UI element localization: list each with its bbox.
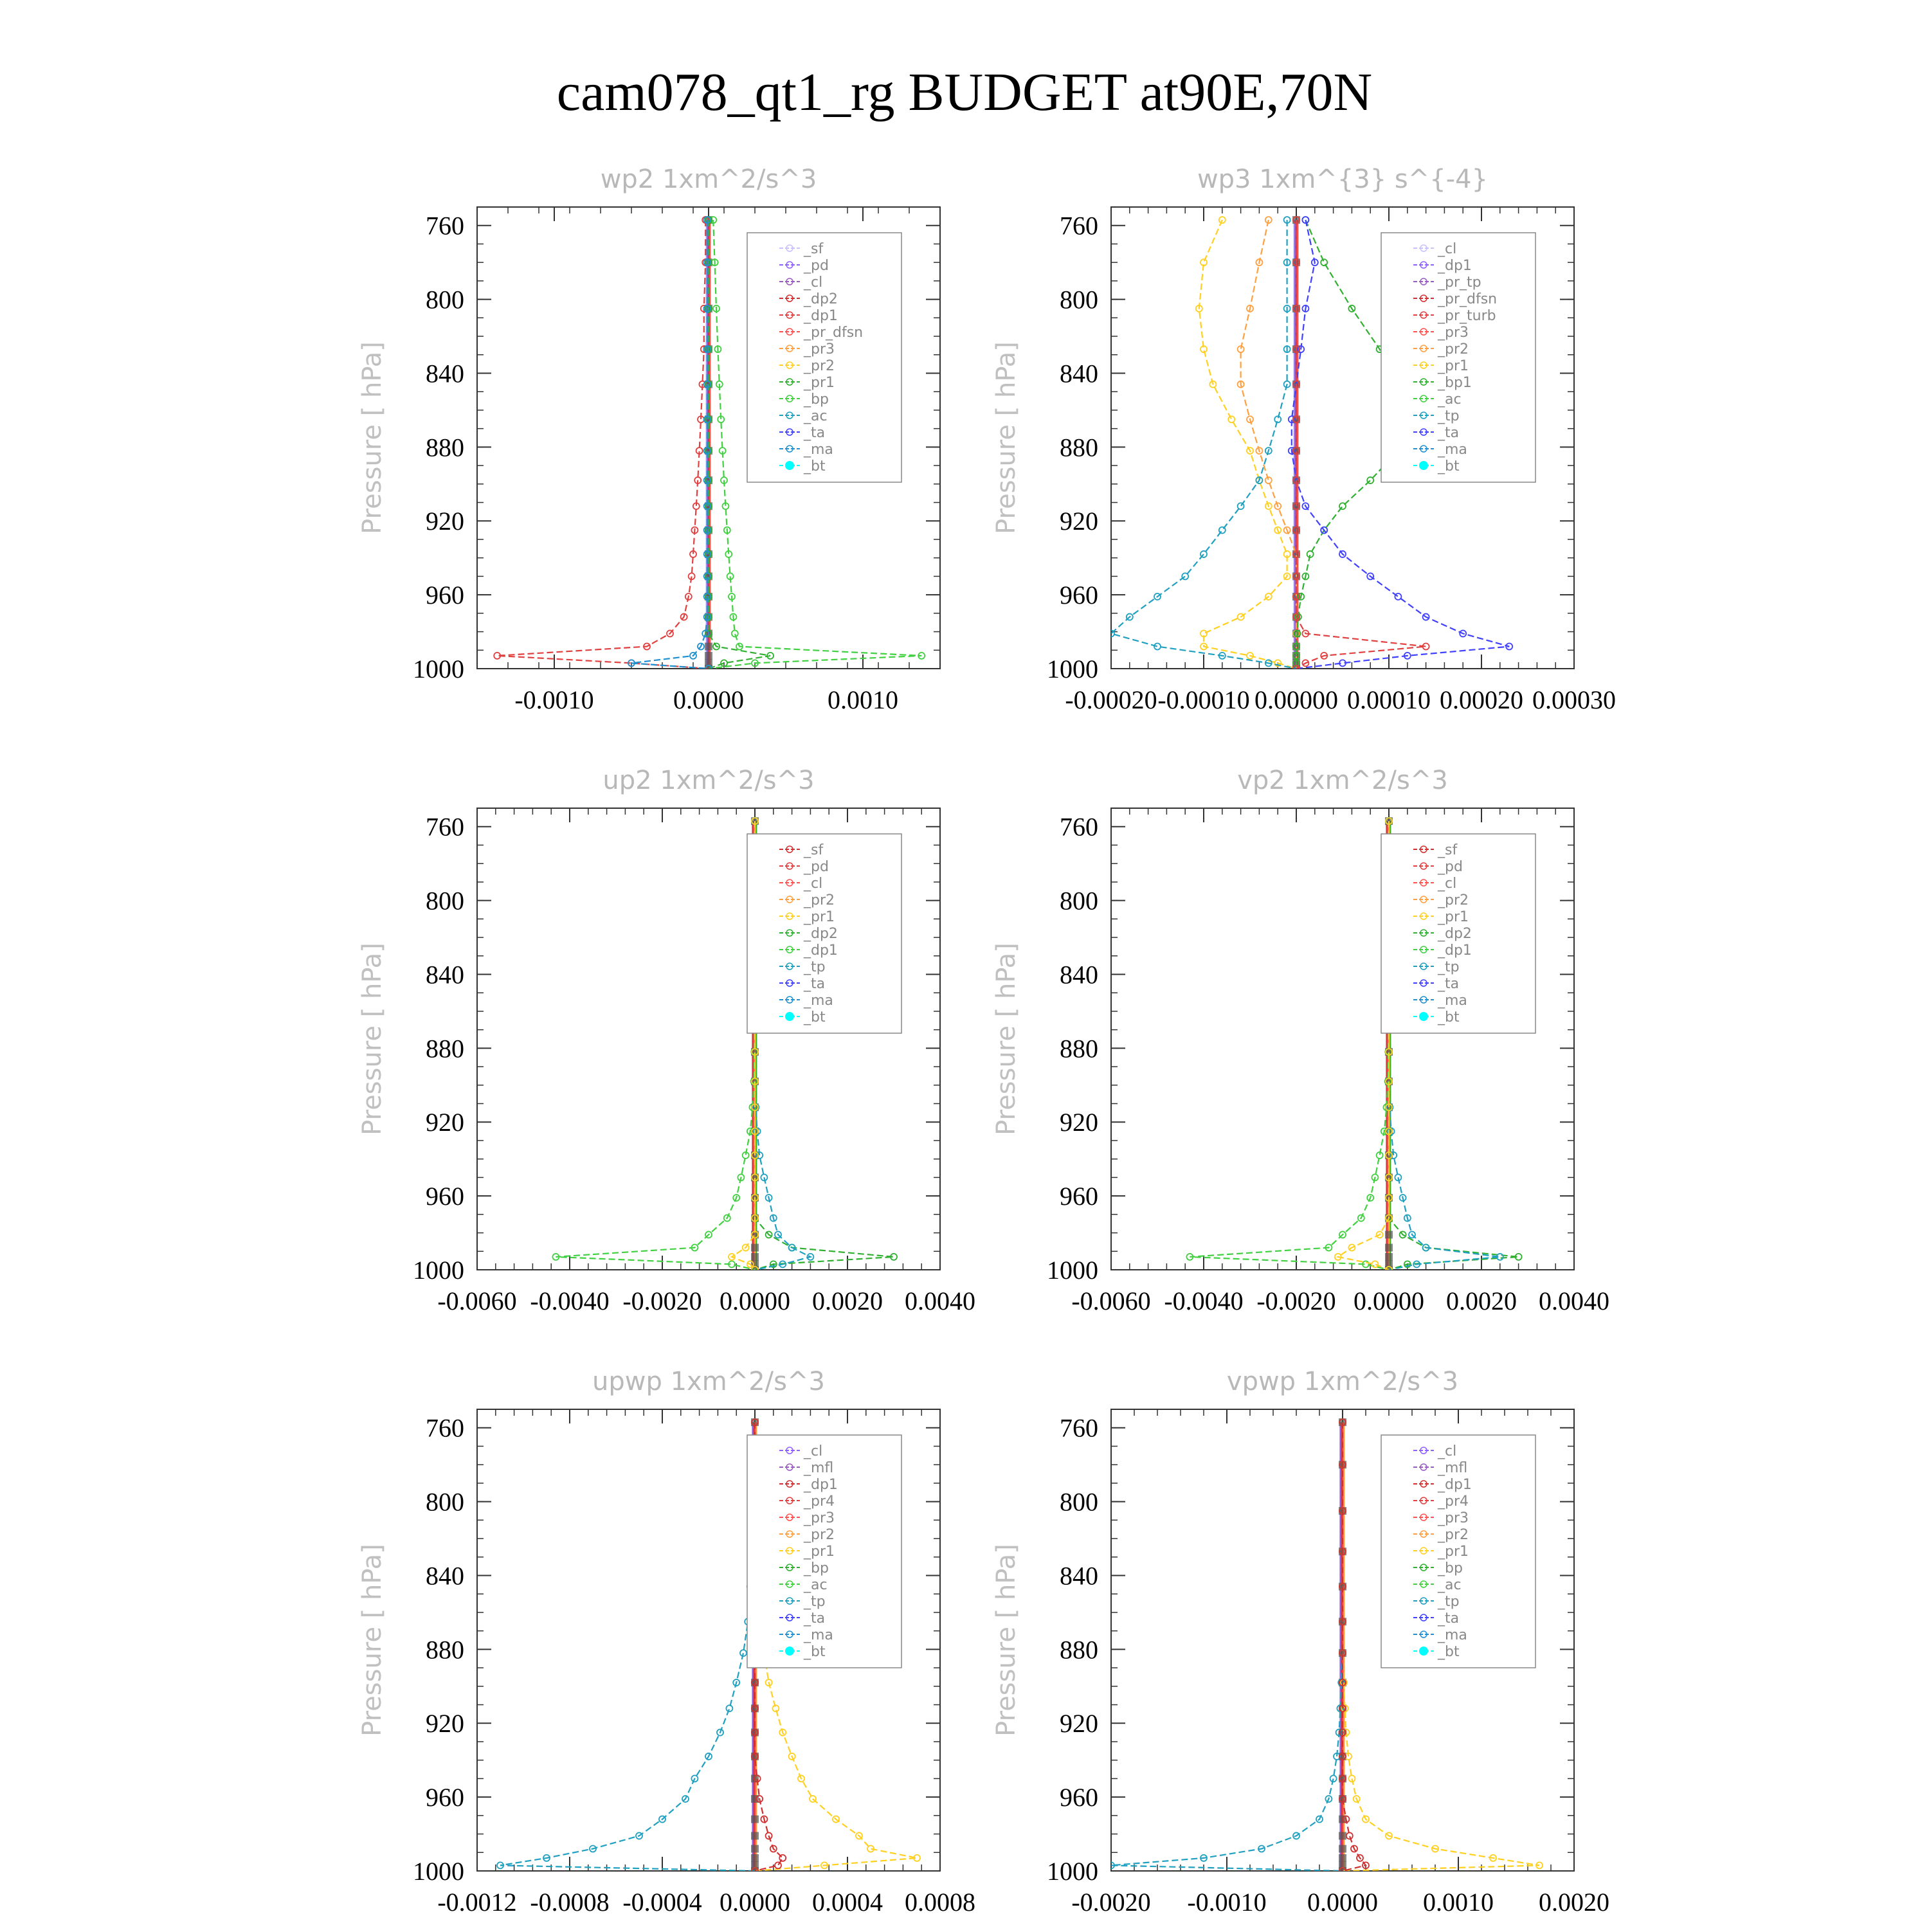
- legend-label: _bt: [1438, 1644, 1460, 1660]
- y-tick-label: 800: [1060, 886, 1098, 916]
- legend-label: _ma: [1438, 442, 1467, 458]
- x-tick-label: 0.00020: [1440, 685, 1523, 714]
- legend-label: _tp: [1438, 408, 1460, 424]
- data-point: [1321, 259, 1327, 266]
- y-tick-label: 1000: [1047, 1256, 1098, 1285]
- series-line-ma: [631, 220, 709, 669]
- zero-marker: [1339, 1845, 1346, 1853]
- legend-label: _pr2: [1438, 1527, 1469, 1543]
- y-axis-label: Pressure [ hPa]: [992, 943, 1021, 1135]
- legend-label: _bt: [804, 458, 826, 474]
- x-tick-label: 0.0008: [905, 1888, 975, 1917]
- y-tick-label: 840: [426, 359, 464, 388]
- panel-title: vpwp 1xm^2/s^3: [1226, 1367, 1459, 1396]
- legend-label: _pr2: [804, 358, 835, 374]
- legend-label: _pr3: [804, 341, 835, 357]
- y-tick-label: 920: [1060, 1709, 1098, 1738]
- data-point: [1182, 573, 1188, 579]
- legend-label: _ac: [1438, 392, 1462, 408]
- legend-label: _pr3: [804, 1510, 835, 1526]
- x-tick-label: -0.00010: [1157, 685, 1250, 714]
- x-tick-label: 0.0020: [812, 1286, 883, 1315]
- series-line-dp1: [1343, 1422, 1366, 1871]
- figure-title: cam078_qt1_rg BUDGET at90E,70N: [556, 62, 1373, 122]
- legend-label: _tp: [1438, 959, 1460, 975]
- legend-label: _pr_tp: [1438, 275, 1481, 291]
- legend-label: _bt: [1438, 1009, 1460, 1025]
- y-tick-label: 920: [1060, 507, 1098, 536]
- legend-label: _sf: [804, 842, 824, 858]
- y-tick-label: 960: [426, 581, 464, 610]
- y-tick-label: 880: [1060, 1034, 1098, 1063]
- y-tick-label: 760: [1060, 211, 1098, 240]
- y-tick-label: 880: [1060, 1635, 1098, 1665]
- legend-label: _ma: [804, 442, 833, 458]
- y-tick-label: 920: [426, 1108, 464, 1137]
- panel-title: up2 1xm^2/s^3: [602, 766, 815, 795]
- legend-label: _pr_dfsn: [804, 325, 864, 341]
- y-tick-label: 920: [426, 1709, 464, 1738]
- legend-label: _bp1: [1438, 375, 1472, 391]
- y-axis-label: Pressure [ hPa]: [992, 341, 1021, 534]
- legend-label: _ta: [804, 976, 826, 992]
- chart-panel-6: [992, 1367, 1609, 1917]
- zero-marker: [751, 1244, 759, 1252]
- legend-label: _dp1: [1438, 943, 1472, 959]
- x-tick-label: -0.0020: [1071, 1888, 1151, 1917]
- x-tick-label: -0.0010: [514, 685, 594, 714]
- x-tick-label: 0.0000: [1307, 1888, 1378, 1917]
- panel-title: wp2 1xm^2/s^3: [600, 165, 817, 194]
- legend-label: _ta: [1438, 425, 1460, 441]
- data-point: [1367, 477, 1373, 483]
- x-tick-label: -0.0004: [622, 1888, 702, 1917]
- x-tick-label: 0.0000: [720, 1888, 790, 1917]
- legend-label: _tp: [804, 1594, 826, 1610]
- data-point: [1238, 503, 1244, 509]
- chart-panel-3: [358, 766, 975, 1315]
- data-point: [779, 1855, 786, 1861]
- legend-label: _dp2: [1438, 926, 1472, 942]
- legend-label: _ma: [1438, 993, 1467, 1009]
- legend-label: _cl: [1438, 1443, 1457, 1459]
- y-tick-label: 880: [1060, 433, 1098, 462]
- y-tick-label: 960: [1060, 1182, 1098, 1211]
- x-tick-label: 0.0004: [812, 1888, 883, 1917]
- x-tick-label: 0.0000: [1354, 1286, 1424, 1315]
- y-axis-label: Pressure [ hPa]: [992, 1544, 1021, 1737]
- legend-label: _pr1: [1438, 909, 1469, 925]
- panel-title: wp3 1xm^{3} s^{-4}: [1197, 165, 1489, 194]
- zero-marker: [751, 1845, 759, 1853]
- x-tick-label: -0.0012: [437, 1888, 517, 1917]
- legend-label: _dp2: [804, 926, 838, 942]
- legend-label: _pd: [1438, 859, 1463, 875]
- y-tick-label: 800: [1060, 285, 1098, 314]
- legend-label: _mfl: [804, 1460, 834, 1476]
- legend-label: _cl: [804, 1443, 823, 1459]
- y-tick-label: 1000: [1047, 655, 1098, 683]
- y-tick-label: 880: [426, 1034, 464, 1063]
- legend-label: _pr1: [804, 909, 835, 925]
- x-tick-label: 0.0040: [1539, 1286, 1609, 1315]
- legend-label: _dp1: [1438, 1477, 1472, 1493]
- series-line-pr3: [1241, 220, 1296, 669]
- data-point: [1372, 1261, 1378, 1267]
- x-tick-label: 0.0000: [673, 685, 744, 714]
- legend-label: _dp2: [804, 291, 838, 307]
- legend-label: _ta: [1438, 976, 1460, 992]
- x-tick-label: -0.0020: [622, 1286, 702, 1315]
- zero-marker: [705, 643, 712, 651]
- y-tick-label: 760: [426, 812, 464, 842]
- x-tick-label: 0.00010: [1347, 685, 1431, 714]
- x-tick-label: -0.0020: [1256, 1286, 1336, 1315]
- y-tick-label: 840: [1060, 960, 1098, 989]
- data-point: [726, 1705, 732, 1711]
- legend-marker: [785, 1012, 794, 1021]
- x-tick-label: 0.0010: [828, 685, 898, 714]
- x-tick-label: 0.0000: [720, 1286, 790, 1315]
- legend-label: _tp: [1438, 1594, 1460, 1610]
- zero-marker: [751, 1832, 759, 1839]
- x-tick-label: -0.0040: [1164, 1286, 1244, 1315]
- y-tick-label: 960: [426, 1783, 464, 1812]
- y-tick-label: 840: [426, 1561, 464, 1591]
- legend-label: _pr2: [804, 1527, 835, 1543]
- x-tick-label: 0.0040: [905, 1286, 975, 1315]
- x-tick-label: 0.0020: [1446, 1286, 1517, 1315]
- legend-label: _pr3: [1438, 1510, 1469, 1526]
- y-tick-label: 960: [1060, 1783, 1098, 1812]
- y-tick-label: 800: [426, 285, 464, 314]
- legend-label: _ma: [1438, 1627, 1467, 1643]
- x-tick-label: 0.0010: [1423, 1888, 1494, 1917]
- y-tick-label: 760: [426, 211, 464, 240]
- y-tick-label: 760: [426, 1413, 464, 1443]
- legend-label: _ac: [804, 1577, 828, 1593]
- legend-label: _bt: [804, 1644, 826, 1660]
- y-tick-label: 1000: [413, 655, 464, 683]
- legend-label: _ac: [1438, 1577, 1462, 1593]
- legend-label: _cl: [804, 876, 823, 892]
- x-tick-label: 0.0020: [1539, 1888, 1609, 1917]
- chart-panel-2: [992, 165, 1616, 714]
- x-tick-label: -0.0060: [1071, 1286, 1151, 1315]
- legend-label: _sf: [804, 241, 824, 257]
- legend-label: _pr1: [1438, 358, 1469, 374]
- x-tick-label: -0.0060: [437, 1286, 517, 1315]
- y-tick-label: 840: [426, 960, 464, 989]
- series-line-dp1: [497, 220, 709, 669]
- zero-marker: [1339, 1832, 1346, 1839]
- legend-label: _pr1: [804, 375, 835, 391]
- legend-label: _sf: [1438, 842, 1458, 858]
- legend-marker: [1419, 1647, 1428, 1656]
- legend-label: _pr4: [1438, 1494, 1469, 1510]
- y-tick-label: 1000: [413, 1857, 464, 1886]
- legend-label: _bp: [804, 392, 829, 408]
- series-line-ac: [1111, 220, 1296, 669]
- legend-label: _pd: [804, 859, 829, 875]
- legend-label: _mfl: [1438, 1460, 1468, 1476]
- zero-marker: [705, 652, 712, 660]
- y-tick-label: 840: [1060, 359, 1098, 388]
- legend-label: _ta: [804, 1611, 826, 1627]
- y-tick-label: 1000: [1047, 1857, 1098, 1886]
- x-tick-label: 0.00000: [1254, 685, 1338, 714]
- x-tick-label: 0.00030: [1532, 685, 1616, 714]
- legend-label: _cl: [804, 275, 823, 291]
- legend-label: _ma: [804, 993, 833, 1009]
- x-tick-label: -0.0010: [1187, 1888, 1267, 1917]
- data-point: [775, 1862, 781, 1868]
- legend-label: _bp: [1438, 1560, 1463, 1576]
- chart-panel-4: [992, 766, 1609, 1315]
- series-line-dp1: [1190, 821, 1389, 1270]
- data-point: [1346, 1832, 1353, 1839]
- panel-title: vp2 1xm^2/s^3: [1237, 766, 1448, 795]
- legend-marker: [785, 461, 794, 470]
- legend-marker: [1419, 1012, 1428, 1021]
- legend-marker: [1419, 461, 1428, 470]
- x-tick-label: -0.0040: [530, 1286, 610, 1315]
- legend-label: _pr_turb: [1438, 308, 1496, 324]
- legend-label: _ta: [804, 425, 826, 441]
- y-tick-label: 800: [1060, 1487, 1098, 1517]
- legend-label: _pr1: [804, 1544, 835, 1560]
- series-line-dp1: [556, 821, 755, 1270]
- legend-label: _pr_dfsn: [1438, 291, 1498, 307]
- legend-label: _cl: [1438, 876, 1457, 892]
- legend-label: _pd: [804, 258, 829, 274]
- legend-label: _pr3: [1438, 325, 1469, 341]
- legend-label: _bt: [804, 1009, 826, 1025]
- y-tick-label: 960: [426, 1182, 464, 1211]
- zero-marker: [1385, 1244, 1393, 1252]
- legend-label: _bt: [1438, 458, 1460, 474]
- legend-label: _cl: [1438, 241, 1457, 257]
- y-axis-label: Pressure [ hPa]: [358, 341, 387, 534]
- series-line-pr2: [1199, 220, 1296, 669]
- legend-label: _pr2: [804, 892, 835, 908]
- series-line-tp: [1111, 1422, 1343, 1871]
- y-tick-label: 960: [1060, 581, 1098, 610]
- legend-label: _ac: [804, 408, 828, 424]
- legend-label: _pr2: [1438, 892, 1469, 908]
- y-tick-label: 800: [426, 1487, 464, 1517]
- legend-label: _bp: [804, 1560, 829, 1576]
- legend-marker: [785, 1647, 794, 1656]
- legend-label: _tp: [804, 959, 826, 975]
- zero-marker: [751, 1854, 759, 1862]
- y-tick-label: 760: [1060, 1413, 1098, 1443]
- zero-marker: [1385, 1253, 1393, 1261]
- y-tick-label: 760: [1060, 812, 1098, 842]
- data-point: [1395, 593, 1401, 600]
- zero-marker: [751, 1816, 759, 1823]
- y-axis-label: Pressure [ hPa]: [358, 1544, 387, 1737]
- legend-label: _dp1: [1438, 258, 1472, 274]
- data-point: [1219, 527, 1226, 534]
- y-tick-label: 920: [426, 507, 464, 536]
- chart-panel-5: [358, 1367, 975, 1917]
- legend-label: _pr1: [1438, 1544, 1469, 1560]
- legend-label: _pr4: [804, 1494, 835, 1510]
- y-tick-label: 880: [426, 1635, 464, 1665]
- legend-label: _dp1: [804, 308, 838, 324]
- legend-label: _dp1: [804, 1477, 838, 1493]
- chart-panel-1: [358, 165, 940, 714]
- zero-marker: [751, 1253, 759, 1261]
- y-axis-label: Pressure [ hPa]: [358, 943, 387, 1135]
- zero-marker: [1385, 1231, 1393, 1238]
- panel-title: upwp 1xm^2/s^3: [592, 1367, 825, 1396]
- series-line-tp: [500, 1422, 755, 1871]
- data-point: [1228, 416, 1235, 422]
- data-point: [732, 630, 738, 636]
- x-tick-label: -0.0008: [530, 1888, 610, 1917]
- y-tick-label: 840: [1060, 1561, 1098, 1591]
- y-tick-label: 880: [426, 433, 464, 462]
- legend-label: _dp1: [804, 943, 838, 959]
- y-tick-label: 920: [1060, 1108, 1098, 1137]
- y-tick-label: 1000: [413, 1256, 464, 1285]
- x-tick-label: -0.00020: [1065, 685, 1157, 714]
- data-point: [1339, 503, 1346, 509]
- legend-label: _pr2: [1438, 341, 1469, 357]
- data-point: [1200, 551, 1207, 557]
- legend-label: _ma: [804, 1627, 833, 1643]
- legend-label: _ta: [1438, 1611, 1460, 1627]
- y-tick-label: 800: [426, 886, 464, 916]
- zero-marker: [1339, 1854, 1346, 1862]
